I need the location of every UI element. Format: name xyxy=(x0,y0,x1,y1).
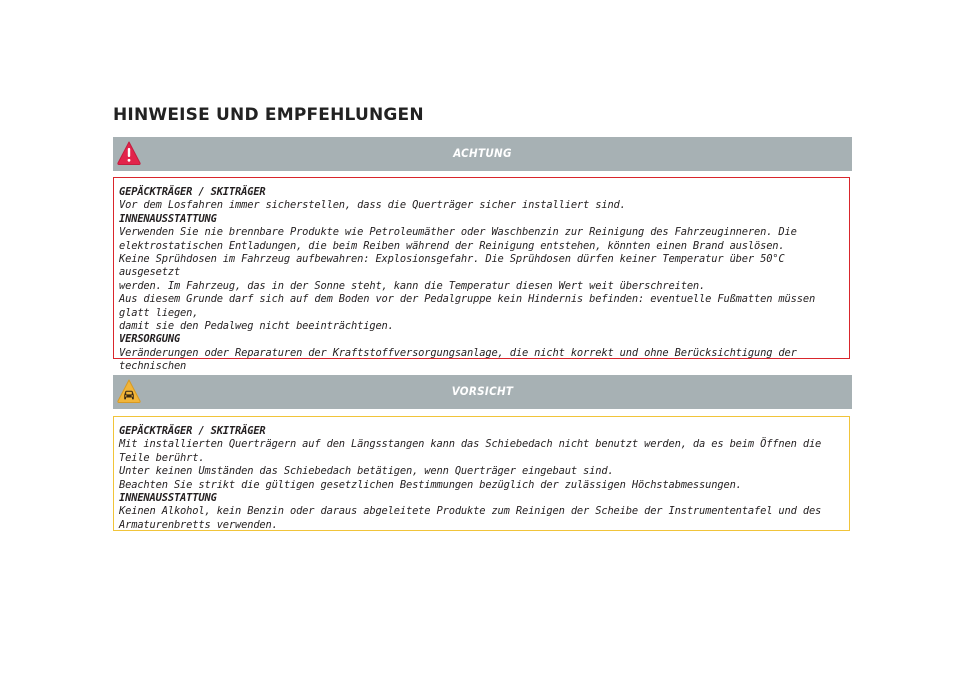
warning-text-line: Aus diesem Grunde darf sich auf dem Boden vor der Pedalgruppe kein Hindernis befinden: eventuelle Fußmatten müssen glatt liegen, xyxy=(119,293,816,319)
page-title: HINWEISE UND EMPFEHLUNGEN xyxy=(113,105,424,125)
caution-section-heading: GEPÄCKTRÄGER / SKITRÄGER xyxy=(119,425,266,437)
warning-text-line: Veränderungen oder Reparaturen der Kraftstoffversorgungsanlage, die nicht korrekt und ohne Berücksichtigung der technischen xyxy=(119,346,797,373)
warning-text-line: Keine Sprühdosen im Fahrzeug aufbewahren: Explosionsgefahr. Die Sprühdosen dürfen keiner Temperatur über 50°C ausgesetzt xyxy=(119,253,785,279)
warning-label: ACHTUNG xyxy=(453,146,512,160)
warning-section-heading: GEPÄCKTRÄGER / SKITRÄGER xyxy=(119,186,266,198)
caution-text-line: Unter keinen Umständen das Schiebedach betätigen, wenn Querträger eingebaut sind. xyxy=(119,465,614,478)
caution-text-line: Mit installierten Querträgern auf den Längsstangen kann das Schiebedach nicht benutzt werden, da es beim Öffnen die Teile berührt. xyxy=(119,438,822,464)
warning-header xyxy=(113,137,852,171)
warning-text-line: Verwenden Sie nie brennbare Produkte wie Petroleumäther oder Waschbenzin zur Reinigung des Fahrzeuginneren. Die xyxy=(119,226,797,239)
warning-text-line: Vor dem Losfahren immer sicherstellen, dass die Querträger sicher installiert sind. xyxy=(119,199,626,212)
caution-label: VORSICHT xyxy=(451,384,514,398)
warning-section-heading: INNENAUSSTATTUNG xyxy=(119,212,217,225)
caution-text-line: Armaturenbretts verwenden. xyxy=(119,518,278,531)
caution-header xyxy=(113,375,852,409)
warning-text-line: werden. Im Fahrzeug, das in der Sonne steht, kann die Temperatur diesen Wert weit überschreiten. xyxy=(119,279,706,292)
caution-text-line: Beachten Sie strikt die gültigen gesetzlichen Bestimmungen bezüglich der zulässigen Höchstabmessungen. xyxy=(119,478,742,491)
warning-body xyxy=(113,177,850,373)
warning-section-heading: VERSORGUNG xyxy=(119,333,181,346)
caution-body xyxy=(113,416,850,531)
caution-section-heading: INNENAUSSTATTUNG xyxy=(119,492,217,505)
caution-text-line: Keinen Alkohol, kein Benzin oder daraus abgeleitete Produkte zum Reinigen der Scheibe der Instrumententafel und des xyxy=(119,505,822,518)
warning-text-line: damit sie den Pedalweg nicht beeinträchtigen. xyxy=(119,320,394,333)
warning-text-line: elektrostatischen Entladungen, die beim Reiben während der Reinigung entstehen, könnten einen Brand auslösen. xyxy=(119,239,785,252)
